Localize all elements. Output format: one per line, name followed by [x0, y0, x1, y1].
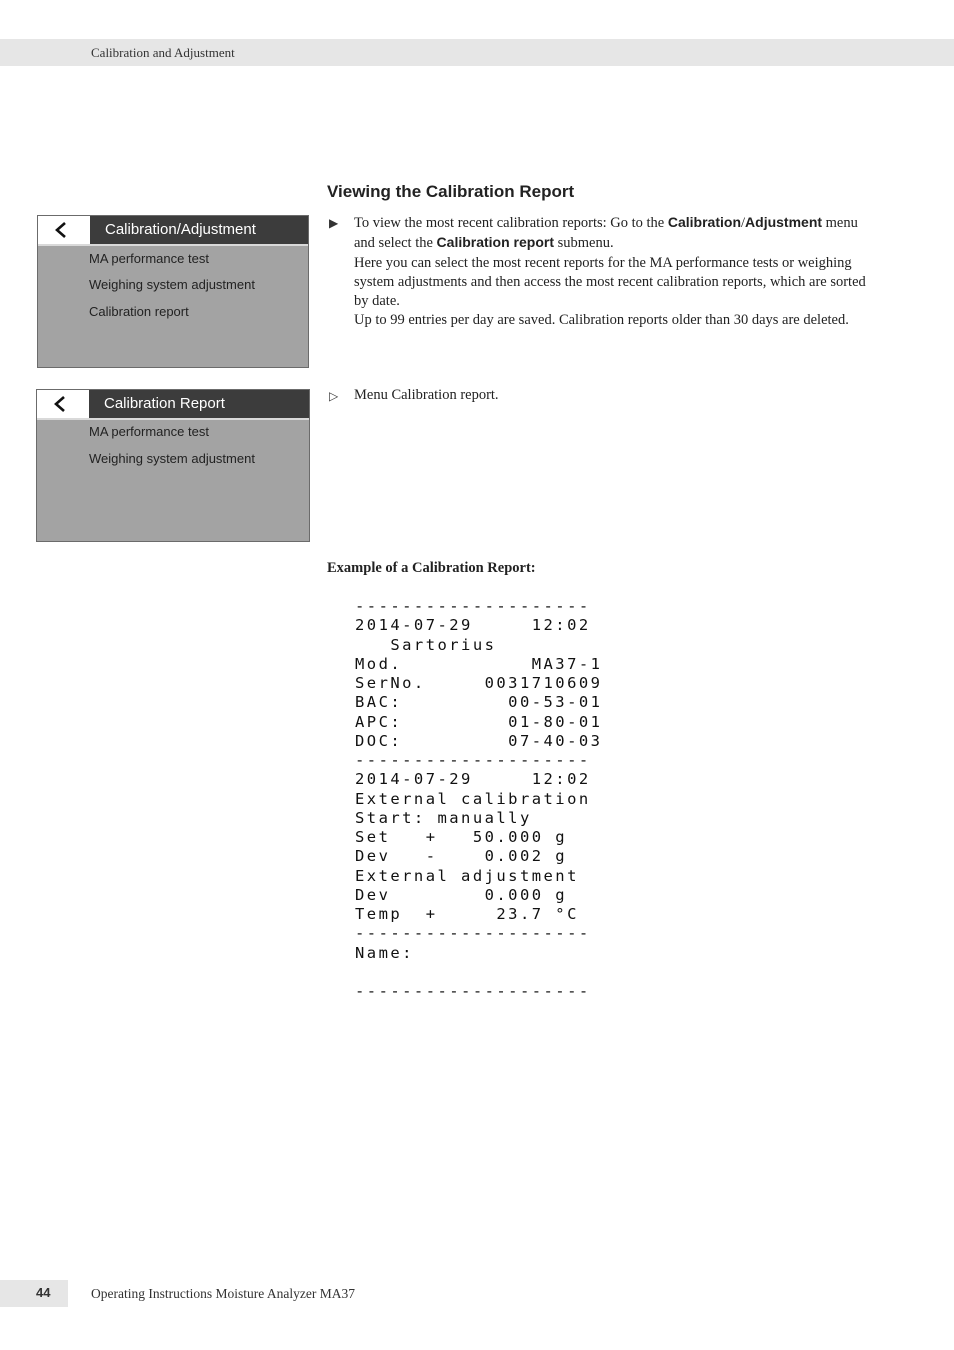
instruction-paragraph	[354, 213, 874, 331]
report-line: External calibration	[355, 789, 591, 808]
footer-title: Operating Instructions Moisture Analyzer MA37	[91, 1286, 355, 1301]
page-number: 44	[36, 1285, 51, 1300]
menu-item-calibration-report[interactable]: Calibration report	[89, 304, 189, 319]
example-heading: Example of a Calibration Report:	[327, 560, 536, 576]
report-line: 2014-07-29 12:02	[355, 616, 591, 635]
screen-title-bar	[38, 216, 308, 246]
menu-item-weighing-system-adjustment[interactable]: Weighing system adjustment	[89, 451, 255, 466]
report-line: DOC: 07-40-03	[355, 731, 603, 750]
menu-item-weighing-system-adjustment[interactable]: Weighing system adjustment	[89, 277, 255, 292]
calibration-report-printout	[355, 597, 602, 1001]
report-line: External adjustment	[355, 866, 579, 885]
back-arrow-icon[interactable]	[54, 222, 68, 238]
report-line: --------------------	[355, 751, 591, 769]
report-line: Temp + 23.7 °C	[355, 905, 579, 923]
open-triangle-icon: ▷	[329, 389, 339, 403]
retention-paragraph: Up to 99 entries per day are saved. Calibration reports older than 30 days are deleted.	[354, 312, 849, 329]
screen-title: Calibration Report	[89, 390, 309, 418]
menu-item-ma-performance-test[interactable]: MA performance test	[89, 251, 209, 266]
screen-title: Calibration/Adjustment	[90, 216, 308, 244]
screen-title-bar	[37, 390, 309, 420]
report-line: Dev - 0.002 g	[355, 847, 568, 866]
description-paragraph: Here you can select the most recent reports for the MA performance tests or weighing system adjustments and then access the most recent calibration reports, which are sorted by date.	[354, 254, 866, 310]
header-title: Calibration and Adjustment	[91, 45, 235, 60]
calibration-report-screen	[36, 389, 310, 542]
report-line: Sartorius	[355, 635, 497, 654]
filled-triangle-icon: ▶	[329, 216, 339, 230]
report-line: Mod. MA37-1	[355, 654, 603, 673]
report-line	[355, 963, 602, 982]
report-line: --------------------	[355, 924, 591, 943]
report-line: --------------------	[355, 982, 591, 1000]
report-line: 2014-07-29 12:02	[355, 770, 591, 789]
header-band	[0, 39, 954, 66]
report-line: Name:	[355, 943, 414, 962]
report-line: APC: 01-80-01	[355, 712, 603, 731]
report-line: --------------------	[355, 597, 591, 615]
step-result-text: Menu Calibration report.	[354, 387, 499, 403]
calibration-adjustment-screen	[37, 215, 309, 368]
page-number-box	[0, 1280, 68, 1307]
report-line: BAC: 00-53-01	[355, 693, 603, 712]
report-line: Dev 0.000 g	[355, 885, 568, 904]
section-heading: Viewing the Calibration Report	[327, 182, 575, 201]
report-line: Set + 50.000 g	[355, 828, 568, 846]
report-line: SerNo. 0031710609	[355, 674, 603, 692]
instruction-line: To view the most recent calibration reports: Go to the Calibration/Adjustment menu and select the Calibration report submenu.	[354, 214, 858, 252]
back-arrow-icon[interactable]	[53, 396, 67, 412]
menu-item-ma-performance-test[interactable]: MA performance test	[89, 424, 209, 439]
report-line: Start: manually	[355, 808, 532, 827]
